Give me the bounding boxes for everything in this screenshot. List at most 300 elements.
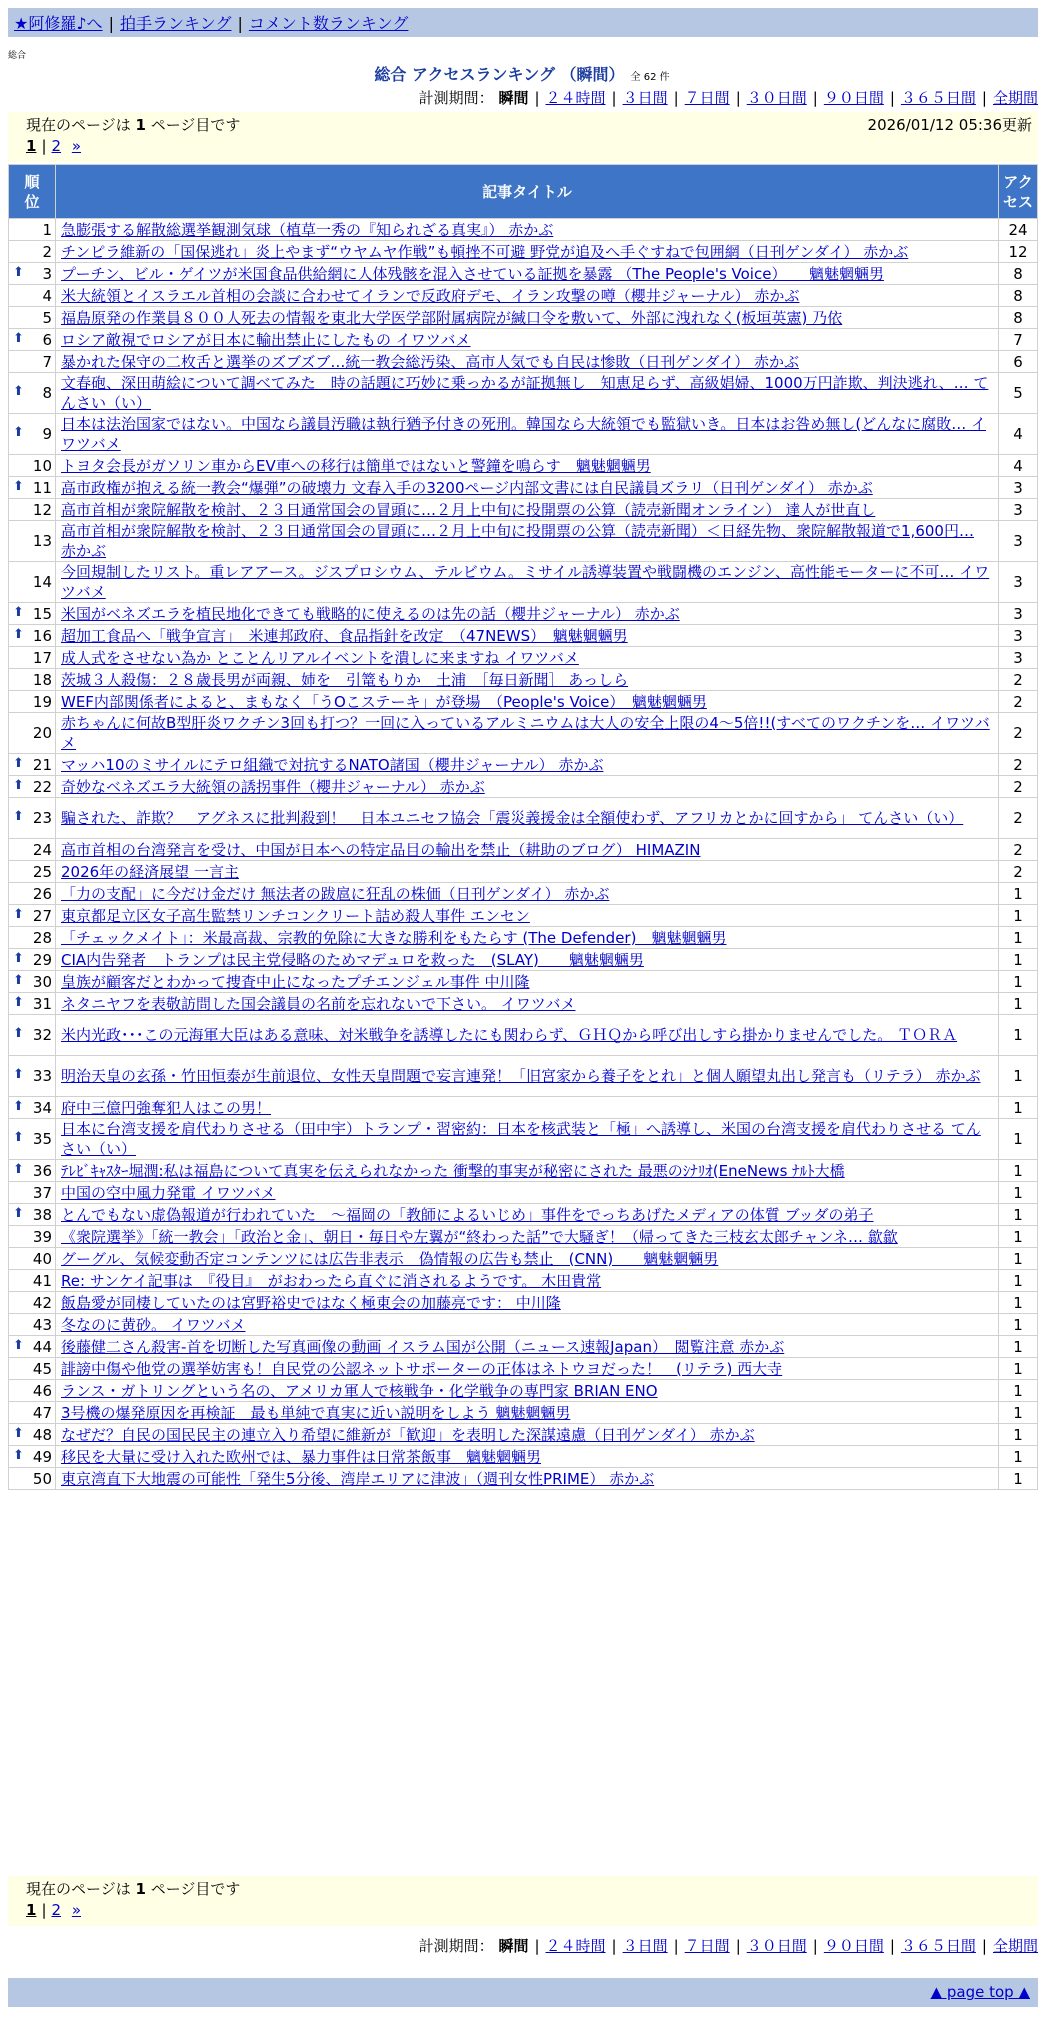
article-title-link[interactable]: 移民を大量に受け入れた欧州では、暴力事件は日常茶飯事 魑魅魍魎男 bbox=[61, 1447, 542, 1466]
article-title-link[interactable]: 騙された、詐欺？ アグネスに批判殺到！ 日本ユニセフ協会「震災義援金は全額使わず、アフリカとかに回すから」 てんさい（い） bbox=[61, 809, 964, 827]
rank-number: 30 bbox=[32, 972, 52, 991]
home-link[interactable]: ★阿修羅♪へ bbox=[14, 14, 103, 33]
nav-separator: | bbox=[237, 14, 243, 33]
rank-number: 37 bbox=[32, 1183, 52, 1202]
rank-number: 16 bbox=[32, 626, 52, 645]
next-page-link[interactable]: » bbox=[71, 1901, 82, 1919]
article-title-link[interactable]: 高市首相が衆院解散を検討、２３日通常国会の冒頭に…２月上中旬に投開票の公算（読売新聞）＜日経先物、衆院解散報道で1,600円… 赤かぶ bbox=[61, 522, 974, 560]
article-title-link[interactable]: 文春砲、深田萌絵について調べてみた 時の話題に巧妙に乗っかるが証拠無し 知恵足らず、高級娼婦、1000万円詐欺、判決逃れ、… てんさい（い） bbox=[61, 374, 989, 412]
article-title-link[interactable]: 米内光政･･･この元海軍大臣はある意味、対米戦争を誘導したにも関わらず、ＧＨＱから呼び出しすら掛かりませんでした。 ＴＯＲＡ bbox=[61, 1026, 958, 1044]
article-title-link[interactable]: 東京都足立区女子高生監禁リンチコンクリート詰め殺人事件 エンセン bbox=[61, 906, 530, 925]
rank-number: 28 bbox=[32, 928, 52, 947]
access-count-cell: 1 bbox=[999, 993, 1037, 1014]
rank-number: 31 bbox=[32, 994, 52, 1013]
rank-number: 10 bbox=[32, 456, 52, 475]
table-row bbox=[9, 1119, 1037, 1159]
table-row bbox=[9, 1248, 1037, 1269]
rank-cell bbox=[9, 1358, 55, 1379]
title-cell bbox=[56, 1119, 998, 1159]
title-cell bbox=[56, 1446, 998, 1467]
article-title-link[interactable]: グーグル、気候変動否定コンテンツには広告非表示 偽情報の広告も禁止 (CNN) 魑魅魍魎男 bbox=[61, 1249, 719, 1268]
article-title-link[interactable]: WEF内部関係者によると、まもなく「うOこステーキ」が登場 （People's Voice） 魑魅魍魎男 bbox=[61, 692, 707, 711]
rank-number: 7 bbox=[42, 352, 52, 371]
article-title-link[interactable]: 今回規制したリスト。重レアアース。ジスプロシウム、テルビウム。ミサイル誘導装置や戦闘機のエンジン、高性能モーターに不可… イワツバメ bbox=[61, 563, 990, 601]
rank-up-arrow-icon: ⬆ bbox=[13, 425, 24, 440]
rank-cell bbox=[9, 1015, 55, 1055]
access-count-cell: 1 bbox=[999, 1226, 1037, 1247]
rank-up-arrow-icon: ⬆ bbox=[13, 1425, 24, 1441]
rank-cell bbox=[9, 625, 55, 646]
table-row bbox=[9, 1314, 1037, 1335]
table-row bbox=[9, 1226, 1037, 1247]
rank-number: 12 bbox=[32, 500, 52, 519]
rank-number: 21 bbox=[32, 755, 52, 774]
table-row bbox=[9, 1160, 1037, 1181]
rank-up-arrow-icon: ⬆ bbox=[13, 604, 24, 620]
title-cell bbox=[56, 993, 998, 1014]
article-title-link[interactable]: 府中三億円強奪犯人はこの男！ bbox=[61, 1098, 272, 1117]
pagination: 1 | 2 » bbox=[26, 1901, 82, 1919]
access-count-cell: 1 bbox=[999, 1402, 1037, 1423]
article-title-link[interactable]: 超加工食品へ「戦争宣言」 米連邦政府、食品指針を改定 （47NEWS） 魑魅魍魎男 bbox=[61, 626, 628, 645]
rank-number: 3 bbox=[42, 264, 52, 283]
rank-cell bbox=[9, 603, 55, 624]
article-title-link[interactable]: 高市首相の台湾発言を受け、中国が日本への特定品目の輸出を禁止（耕助のブログ） HIMAZIN bbox=[61, 840, 701, 859]
article-title-link[interactable]: 米大統領とイスラエル首相の会談に合わせてイランで反政府デモ、イラン攻撃の噂（櫻井ジャーナル） 赤かぶ bbox=[61, 286, 800, 305]
table-row bbox=[9, 1182, 1037, 1203]
access-count-cell: 8 bbox=[999, 263, 1037, 284]
pagination: 1 | 2 » bbox=[26, 137, 82, 155]
table-row bbox=[9, 1097, 1037, 1118]
rank-cell bbox=[9, 669, 55, 690]
article-title-link[interactable]: Re: サンケイ記事は 『役目』 がおわったら直ぐに消されるようです。 木田貴常 bbox=[61, 1271, 602, 1290]
current-page-text: 現在のページは bbox=[26, 116, 131, 134]
page-top-link[interactable]: ▲ page top ▲ bbox=[930, 1983, 1030, 2001]
table-row bbox=[9, 1446, 1037, 1467]
table-row bbox=[9, 691, 1037, 712]
article-title-link[interactable]: なぜだ？自民の国民民主の連立入り希望に維新が「歓迎」を表明した深謀遠慮（日刊ゲンダイ） 赤かぶ bbox=[61, 1425, 755, 1444]
article-title-link[interactable]: 奇妙なベネズエラ大統領の誘拐事件（櫻井ジャーナル） 赤かぶ bbox=[61, 777, 485, 796]
access-count-cell: 3 bbox=[999, 625, 1037, 646]
table-row bbox=[9, 776, 1037, 797]
title-cell bbox=[56, 798, 998, 838]
article-title-link[interactable]: ロシア敵視でロシアが日本に輸出禁止にしたもの イワツバメ bbox=[61, 330, 471, 349]
page-link-1[interactable]: 1 bbox=[26, 137, 37, 155]
table-row bbox=[9, 1056, 1037, 1096]
rank-number: 32 bbox=[32, 1026, 52, 1044]
category-label: 総合 bbox=[8, 51, 27, 61]
title-cell bbox=[56, 839, 998, 860]
article-title-link[interactable]: CIA内告発者 トランプは民主党侵略のためマデュロを救った (SLAY) 魑魅魍魎男 bbox=[61, 950, 644, 969]
rank-number: 50 bbox=[32, 1469, 52, 1488]
period-all[interactable]: 全期間 bbox=[992, 1937, 1038, 1955]
rank-cell bbox=[9, 839, 55, 860]
table-row bbox=[9, 351, 1037, 372]
rank-cell bbox=[9, 307, 55, 328]
table-row bbox=[9, 1336, 1037, 1357]
current-page-suffix: ページ目です bbox=[150, 116, 241, 134]
access-count-cell: 2 bbox=[999, 839, 1037, 860]
article-title-link[interactable]: プーチン、ビル・ゲイツが米国食品供給網に人体残骸を混入させている証拠を暴露 （The People's Voice） 魑魅魍魎男 bbox=[61, 264, 884, 283]
table-row bbox=[9, 625, 1037, 646]
applause-ranking-link[interactable]: 拍手ランキング bbox=[119, 14, 232, 33]
comment-ranking-link[interactable]: コメント数ランキング bbox=[248, 14, 409, 33]
table-row bbox=[9, 1424, 1037, 1445]
rank-cell bbox=[9, 1119, 55, 1159]
rank-number: 26 bbox=[32, 884, 52, 903]
access-count-cell: 1 bbox=[999, 1248, 1037, 1269]
table-row bbox=[9, 949, 1037, 970]
access-count-cell: 1 bbox=[999, 1446, 1037, 1467]
rank-number: 48 bbox=[32, 1425, 52, 1444]
table-row bbox=[9, 603, 1037, 624]
access-count-cell: 3 bbox=[999, 521, 1037, 561]
period-30d[interactable]: ３０日間 bbox=[746, 1937, 807, 1955]
access-count-cell: 1 bbox=[999, 1204, 1037, 1225]
rank-number: 4 bbox=[42, 286, 52, 305]
rank-number: 34 bbox=[32, 1098, 52, 1117]
table-row bbox=[9, 927, 1037, 948]
access-count-cell: 6 bbox=[999, 351, 1037, 372]
total-count: 全 62 件 bbox=[630, 72, 670, 83]
current-page-suffix: ページ目です bbox=[150, 1880, 241, 1898]
title-cell bbox=[56, 625, 998, 646]
current-page-number: 1 bbox=[135, 116, 146, 134]
rank-cell bbox=[9, 713, 55, 753]
title-cell bbox=[56, 669, 998, 690]
article-title-link[interactable]: 《衆院選挙》「統一教会」「政治と金」、朝日・毎日や左翼が“終わった話”で大騒ぎ！（帰ってきた三枝玄太郎チャンネ… 歙歙 bbox=[61, 1227, 898, 1246]
access-count-cell: 2 bbox=[999, 713, 1037, 753]
access-count-cell: 5 bbox=[999, 373, 1037, 413]
article-title-link[interactable]: 「チェックメイト」：米最高裁、宗教的免除に大きな勝利をもたらす (The Defender) 魑魅魍魎男 bbox=[61, 928, 727, 947]
rank-up-arrow-icon: ⬆ bbox=[13, 950, 24, 966]
title-cell bbox=[56, 1160, 998, 1181]
table-row bbox=[9, 1015, 1037, 1055]
title-cell bbox=[56, 1402, 998, 1423]
rank-number: 2 bbox=[42, 242, 52, 261]
access-count-cell: 1 bbox=[999, 1336, 1037, 1357]
table-row bbox=[9, 499, 1037, 520]
rank-cell bbox=[9, 927, 55, 948]
current-page-number: 1 bbox=[135, 1880, 146, 1898]
table-row bbox=[9, 1380, 1037, 1401]
rank-cell bbox=[9, 1336, 55, 1357]
period-90d[interactable]: ９０日間 bbox=[823, 89, 884, 107]
current-page-text: 現在のページは bbox=[26, 1880, 131, 1898]
title-cell bbox=[56, 1468, 998, 1489]
rank-cell bbox=[9, 219, 55, 240]
period-24h[interactable]: ２４時間 bbox=[545, 1937, 606, 1955]
title-cell bbox=[56, 691, 998, 712]
rank-up-arrow-icon: ⬆ bbox=[13, 1026, 24, 1041]
title-cell bbox=[56, 219, 998, 240]
rank-number: 9 bbox=[42, 425, 52, 443]
rank-cell bbox=[9, 477, 55, 498]
top-nav-bar bbox=[8, 8, 1038, 37]
rank-number: 15 bbox=[32, 604, 52, 623]
rank-cell bbox=[9, 1402, 55, 1423]
access-count-cell: 2 bbox=[999, 798, 1037, 838]
table-row bbox=[9, 219, 1037, 240]
rank-cell bbox=[9, 647, 55, 668]
article-title-link[interactable]: 福島原発の作業員８００人死去の情報を東北大学医学部附属病院が緘口令を敷いて、外部に洩れなく(板垣英憲) 乃依 bbox=[61, 308, 843, 327]
title-cell bbox=[56, 776, 998, 797]
article-title-link[interactable]: とんでもない虚偽報道が行われていた ～福岡の「教師によるいじめ」事件をでっちあげたメディアの体質 ブッダの弟子 bbox=[61, 1205, 874, 1224]
access-count-cell: 3 bbox=[999, 603, 1037, 624]
article-title-link[interactable]: マッハ10のミサイルにテロ組織で対抗するNATO諸国（櫻井ジャーナル） 赤かぶ bbox=[61, 755, 604, 774]
article-title-link[interactable]: ネタニヤフを表敬訪問した国会議員の名前を忘れないで下さい。 イワツバメ bbox=[61, 994, 576, 1013]
period-3d[interactable]: ３日間 bbox=[622, 1937, 668, 1955]
article-title-link[interactable]: 日本は法治国家ではない。中国なら議員汚職は執行猶予付きの死刑。韓国なら大統領でも監獄いき。日本はお咎め無し(どんなに腐敗… イワツバメ bbox=[61, 415, 987, 453]
rank-cell bbox=[9, 1160, 55, 1181]
rank-cell bbox=[9, 1056, 55, 1096]
table-row bbox=[9, 1292, 1037, 1313]
period-label: 計測期間： bbox=[418, 89, 494, 107]
rank-cell bbox=[9, 455, 55, 476]
rank-cell bbox=[9, 691, 55, 712]
rank-up-arrow-icon: ⬆ bbox=[13, 906, 24, 922]
access-count-cell: 1 bbox=[999, 1160, 1037, 1181]
article-title-link[interactable]: 米国がベネズエラを植民地化できても戦略的に使えるのは先の話（櫻井ジャーナル） 赤かぶ bbox=[61, 604, 680, 623]
title-cell bbox=[56, 1270, 998, 1291]
page-link-2[interactable]: 2 bbox=[51, 1901, 62, 1919]
title-cell bbox=[56, 905, 998, 926]
ranking-table bbox=[8, 164, 1038, 1490]
rank-cell bbox=[9, 263, 55, 284]
rank-number: 11 bbox=[32, 478, 52, 497]
period-30d[interactable]: ３０日間 bbox=[746, 89, 807, 107]
rank-number: 49 bbox=[32, 1447, 52, 1466]
period-24h[interactable]: ２４時間 bbox=[545, 89, 606, 107]
title-cell bbox=[56, 927, 998, 948]
article-title-link[interactable]: 暴かれた保守の二枚舌と選挙のズブズブ…統一教会総汚染、高市人気でも自民は惨敗（日刊ゲンダイ） 赤かぶ bbox=[61, 352, 799, 371]
rank-cell bbox=[9, 1204, 55, 1225]
period-selector-top: 計測期間： 瞬間 | ２４時間 | ３日間 | ７日間 | ３０日間 | ９０日間 | ３６５日間 | 全期間 bbox=[418, 89, 1038, 107]
title-cell bbox=[56, 1097, 998, 1118]
rank-number: 1 bbox=[42, 220, 52, 239]
table-row bbox=[9, 754, 1037, 775]
period-selected: 瞬間 bbox=[498, 89, 529, 107]
rank-cell bbox=[9, 1292, 55, 1313]
access-count-cell: 3 bbox=[999, 562, 1037, 602]
rank-number: 44 bbox=[32, 1337, 52, 1356]
period-all[interactable]: 全期間 bbox=[992, 89, 1038, 107]
rank-up-arrow-icon: ⬆ bbox=[13, 1447, 24, 1463]
page-link-1[interactable]: 1 bbox=[26, 1901, 37, 1919]
title-cell bbox=[56, 562, 998, 602]
access-header: アクセス bbox=[999, 165, 1037, 218]
title-cell bbox=[56, 883, 998, 904]
nav-separator: | bbox=[108, 14, 114, 33]
table-row bbox=[9, 329, 1037, 350]
rank-up-arrow-icon: ⬆ bbox=[13, 384, 24, 399]
access-count-cell: 1 bbox=[999, 1424, 1037, 1445]
article-title-link[interactable]: チンピラ維新の「国保逃れ」炎上やまず“ウヤムヤ作戦”も頓挫不可避 野党が追及へ手ぐすねで包囲網（日刊ゲンダイ） 赤かぶ bbox=[61, 242, 909, 261]
rank-up-arrow-icon: ⬆ bbox=[13, 777, 24, 793]
rank-up-arrow-icon: ⬆ bbox=[13, 1161, 24, 1177]
rank-number: 23 bbox=[32, 809, 52, 827]
article-title-link[interactable]: 赤ちゃんに何故B型肝炎ワクチン3回も打つ？一回に入っているアルミニウムは大人の安全上限の4～5倍!!(すべてのワクチンを… イワツバメ bbox=[61, 714, 990, 752]
rank-number: 13 bbox=[32, 532, 52, 550]
table-row bbox=[9, 1204, 1037, 1225]
rank-number: 35 bbox=[32, 1130, 52, 1148]
access-count-cell: 3 bbox=[999, 477, 1037, 498]
access-count-cell: 8 bbox=[999, 285, 1037, 306]
rank-cell bbox=[9, 373, 55, 413]
article-title-link[interactable]: トヨタ会長がガソリン車からEV車への移行は簡単ではないと警鐘を鳴らす 魑魅魍魎男 bbox=[61, 456, 651, 475]
article-title-link[interactable]: ランス・ガトリングという名の、アメリカ軍人で核戦争・化学戦争の専門家 BRIAN ENO bbox=[61, 1381, 658, 1400]
rank-number: 6 bbox=[42, 330, 52, 349]
table-row bbox=[9, 993, 1037, 1014]
title-cell bbox=[56, 754, 998, 775]
title-cell bbox=[56, 1292, 998, 1313]
rank-number: 25 bbox=[32, 862, 52, 881]
period-365d[interactable]: ３６５日間 bbox=[900, 1937, 976, 1955]
rank-cell bbox=[9, 971, 55, 992]
period-7d[interactable]: ７日間 bbox=[684, 1937, 730, 1955]
rank-cell bbox=[9, 329, 55, 350]
rank-up-arrow-icon: ⬆ bbox=[13, 330, 24, 346]
rank-up-arrow-icon: ⬆ bbox=[13, 1067, 24, 1082]
rank-cell bbox=[9, 351, 55, 372]
updated-timestamp: 2026/01/12 05:36更新 bbox=[867, 116, 1032, 134]
title-cell bbox=[56, 1336, 998, 1357]
title-cell bbox=[56, 455, 998, 476]
rank-number: 36 bbox=[32, 1161, 52, 1180]
access-count-cell: 2 bbox=[999, 669, 1037, 690]
article-title-link[interactable]: 冬なのに黄砂。 イワツバメ bbox=[61, 1315, 246, 1334]
table-row bbox=[9, 883, 1037, 904]
table-row bbox=[9, 861, 1037, 882]
rank-number: 22 bbox=[32, 777, 52, 796]
title-cell bbox=[56, 1358, 998, 1379]
table-row bbox=[9, 905, 1037, 926]
article-title-link[interactable]: 「力の支配」に今だけ金だけ 無法者の跋扈に狂乱の株価（日刊ゲンダイ） 赤かぶ bbox=[61, 884, 610, 903]
period-365d[interactable]: ３６５日間 bbox=[900, 89, 976, 107]
article-title-link[interactable]: 急膨張する解散総選挙観測気球（植草一秀の『知られざる真実』） 赤かぶ bbox=[61, 220, 554, 239]
rank-cell bbox=[9, 1314, 55, 1335]
title-cell bbox=[56, 1248, 998, 1269]
table-row bbox=[9, 285, 1037, 306]
access-count-cell: 1 bbox=[999, 1056, 1037, 1096]
access-count-cell: 1 bbox=[999, 1314, 1037, 1335]
article-title-link[interactable]: ﾃﾚﾋﾞｷｬｽﾀｰ堀潤:私は福島について真実を伝えられなかった 衝撃的事実が秘密にされた 最悪のｼﾅﾘｵ(EneNews ﾅﾙﾄ大橋 bbox=[61, 1161, 845, 1180]
table-row bbox=[9, 713, 1037, 753]
table-header-row bbox=[9, 165, 1037, 218]
period-90d[interactable]: ９０日間 bbox=[823, 1937, 884, 1955]
table-row bbox=[9, 263, 1037, 284]
pager-box-top bbox=[8, 112, 1038, 162]
title-cell bbox=[56, 1204, 998, 1225]
article-title-link[interactable]: 2026年の経済展望 一言主 bbox=[61, 862, 239, 881]
rank-number: 46 bbox=[32, 1381, 52, 1400]
ranking-table-body bbox=[9, 219, 1037, 1489]
access-count-cell: 1 bbox=[999, 971, 1037, 992]
table-row bbox=[9, 1270, 1037, 1291]
table-row bbox=[9, 477, 1037, 498]
access-count-cell: 1 bbox=[999, 1119, 1037, 1159]
rank-cell bbox=[9, 285, 55, 306]
title-cell bbox=[56, 241, 998, 262]
access-count-cell: 2 bbox=[999, 691, 1037, 712]
title-cell bbox=[56, 263, 998, 284]
rank-number: 29 bbox=[32, 950, 52, 969]
next-page-link[interactable]: » bbox=[71, 137, 82, 155]
title-cell bbox=[56, 477, 998, 498]
table-row bbox=[9, 1358, 1037, 1379]
article-title-link[interactable]: 中国の空中風力発電 イワツバメ bbox=[61, 1183, 276, 1202]
table-row bbox=[9, 307, 1037, 328]
access-count-cell: 24 bbox=[999, 219, 1037, 240]
access-count-cell: 3 bbox=[999, 499, 1037, 520]
rank-cell bbox=[9, 1380, 55, 1401]
article-title-link[interactable]: 日本に台湾支援を肩代わりさせる（田中宇）トランプ・習密約：日本を核武装と「極」へ誘導し、米国の台湾支援を肩代わりさせる てんさい（い） bbox=[61, 1120, 981, 1158]
rank-number: 8 bbox=[42, 384, 52, 402]
table-row bbox=[9, 1402, 1037, 1423]
article-title-link[interactable]: 後藤健二さん殺害-首を切断した写真画像の動画 イスラム国が公開（ニュース速報Japan） 閲覧注意 赤かぶ bbox=[61, 1337, 785, 1356]
rank-number: 40 bbox=[32, 1249, 52, 1268]
period-7d[interactable]: ７日間 bbox=[684, 89, 730, 107]
article-title-link[interactable]: 茨城３人殺傷：２８歳長男が両親、姉を 引篭もりか 土浦 ［毎日新聞］ あっしら bbox=[61, 670, 629, 689]
rank-cell bbox=[9, 798, 55, 838]
access-count-cell: 1 bbox=[999, 883, 1037, 904]
rank-cell bbox=[9, 562, 55, 602]
article-title-link[interactable]: 高市首相が衆院解散を検討、２３日通常国会の冒頭に…２月上中旬に投開票の公算（読売新聞オンライン） 達人が世直し bbox=[61, 500, 876, 519]
period-selected: 瞬間 bbox=[498, 1937, 529, 1955]
rank-cell bbox=[9, 1270, 55, 1291]
rank-number: 14 bbox=[32, 573, 52, 591]
page-title-text: 総合 アクセスランキング （瞬間） bbox=[374, 65, 625, 84]
title-cell bbox=[56, 499, 998, 520]
access-count-cell: 1 bbox=[999, 1182, 1037, 1203]
page-link-2[interactable]: 2 bbox=[51, 137, 62, 155]
table-row bbox=[9, 669, 1037, 690]
access-count-cell: 1 bbox=[999, 1015, 1037, 1055]
article-title-link[interactable]: 皇族が顧客だとわかって捜査中止になったプチエンジェル事件 中川隆 bbox=[61, 972, 530, 991]
rank-cell bbox=[9, 241, 55, 262]
access-count-cell: 7 bbox=[999, 329, 1037, 350]
rank-cell bbox=[9, 1468, 55, 1489]
title-cell bbox=[56, 603, 998, 624]
article-title-link[interactable]: 成人式をさせない為か とことんリアルイベントを潰しに来ますね イワツバメ bbox=[61, 648, 579, 667]
access-count-cell: 1 bbox=[999, 905, 1037, 926]
rank-cell bbox=[9, 1097, 55, 1118]
table-row bbox=[9, 1468, 1037, 1489]
article-title-link[interactable]: 明治天皇の玄孫・竹田恒泰が生前退位、女性天皇問題で妄言連発！「旧宮家から養子をとれ」と個人願望丸出し発言も（リテラ） 赤かぶ bbox=[61, 1067, 981, 1085]
article-title-link[interactable]: 高市政権が抱える統一教会“爆弾”の破壊力 文春入手の3200ページ内部文書には自民議員ズラリ（日刊ゲンダイ） 赤かぶ bbox=[61, 478, 873, 497]
access-count-cell: 4 bbox=[999, 414, 1037, 454]
pager-box-bottom bbox=[8, 1876, 1038, 1926]
title-cell bbox=[56, 1424, 998, 1445]
rank-cell bbox=[9, 1182, 55, 1203]
article-title-link[interactable]: 誹謗中傷や他党の選挙妨害も！自民党の公認ネットサポーターの正体はネトウヨだった！ (リテラ) 西大寺 bbox=[61, 1359, 783, 1378]
rank-cell bbox=[9, 521, 55, 561]
page-title bbox=[0, 62, 1044, 85]
title-cell bbox=[56, 713, 998, 753]
table-row bbox=[9, 839, 1037, 860]
table-row bbox=[9, 414, 1037, 454]
access-count-cell: 1 bbox=[999, 1270, 1037, 1291]
period-label: 計測期間： bbox=[418, 1937, 494, 1955]
article-title-link[interactable]: 3号機の爆発原因を再検証 最も単純で真実に近い説明をしよう 魑魅魍魎男 bbox=[61, 1403, 571, 1422]
article-title-link[interactable]: 飯島愛が同棲していたのは宮野裕史ではなく極東会の加藤亮です： 中川隆 bbox=[61, 1293, 561, 1312]
rank-number: 18 bbox=[32, 670, 52, 689]
period-3d[interactable]: ３日間 bbox=[622, 89, 668, 107]
title-cell bbox=[56, 373, 998, 413]
article-title-link[interactable]: 東京湾直下大地震の可能性「発生5分後、湾岸エリアに津波」（週刊女性PRIME） 赤かぶ bbox=[61, 1469, 655, 1488]
title-cell bbox=[56, 1056, 998, 1096]
title-cell bbox=[56, 307, 998, 328]
